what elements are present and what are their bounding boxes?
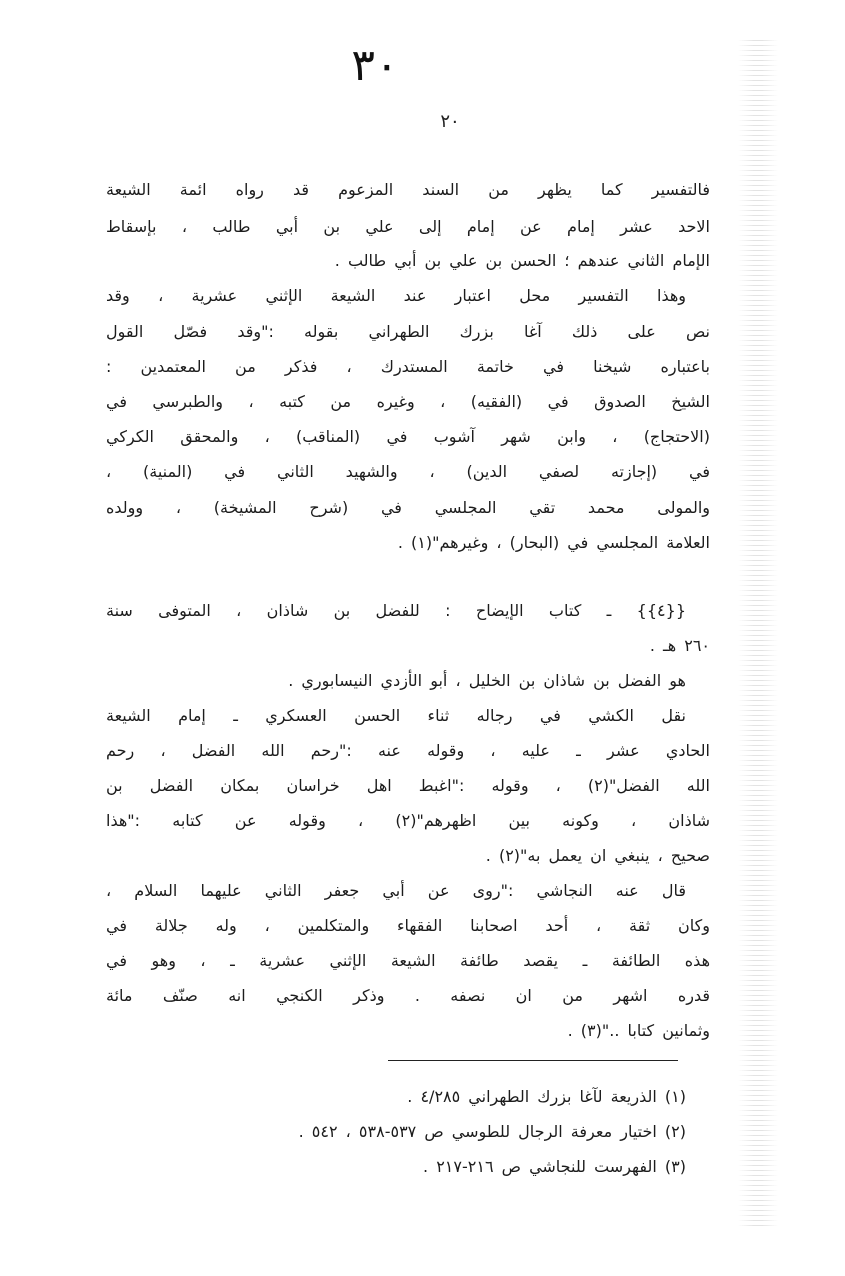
footnote: (٣) الفهرست للنجاشي ص ٢١٦-٢١٧ . — [423, 1157, 686, 1176]
body-line: هذه الطائفة ـ يقصد طائفة الشيعة الإثني عشرية ـ ، وهو في — [106, 951, 710, 970]
body-line: قال عنه النجاشي :"روى عن أبي جعفر الثاني عليهما السلام ، — [106, 881, 686, 900]
scan-margin-noise — [738, 40, 778, 1230]
body-line: صحيح ، ينبغي ان يعمل به"(٢) . — [485, 846, 710, 865]
body-line: قدره اشهر من ان نصفه . وذكر الكنجي انه صنّف مائة — [106, 986, 710, 1005]
printed-page-number: ٢٠ — [440, 111, 460, 132]
section-heading: {{٤}} ـ كتاب الإيضاح : للفضل بن شاذان ، المتوفى سنة — [106, 601, 686, 620]
body-line: الإمام الثاني عندهم ؛ الحسن بن علي بن أبي طالب . — [334, 251, 710, 270]
body-line: وهذا التفسير محل اعتبار عند الشيعة الإثني عشرية ، وقد — [106, 286, 686, 305]
body-line: شاذان ، وكونه بين اظهرهم"(٢) ، وقوله عن كتابه :"هذا — [106, 811, 710, 830]
body-line: الله الفضل"(٢) ، وقوله :"اغبط اهل خراسان بمكان الفضل بن — [106, 776, 710, 795]
body-line: الشيخ الصدوق في (الفقيه) ، وغيره من كتبه ، والطبرسي في — [106, 392, 710, 411]
body-line: ٢٦٠ هـ . — [649, 636, 710, 655]
footnote: (١) الذريعة لآغا بزرك الطهراني ٤/٢٨٥ . — [407, 1087, 686, 1106]
body-line: هو الفضل بن شاذان بن الخليل ، أبو الأزدي النيسابوري . — [288, 671, 686, 690]
body-line: وثمانين كتابا .."(٣) . — [567, 1021, 710, 1040]
handwritten-page-number: ٣٠ — [351, 40, 399, 91]
body-line: العلامة المجلسي في (البحار) ، وغيرهم"(١) . — [397, 533, 710, 552]
body-line: الحادي عشر ـ عليه ، وقوله عنه :"رحم الله الفضل ، رحم — [106, 741, 710, 760]
body-line: فالتفسير كما يظهر من السند المزعوم قد رواه ائمة الشيعة — [106, 180, 710, 199]
body-line: نص على ذلك آغا بزرك الطهراني بقوله :"وقد فصّل القول — [106, 322, 710, 341]
body-line: وكان ثقة ، أحد اصحابنا الفقهاء والمتكلمين ، وله جلالة في — [106, 916, 710, 935]
body-line: نقل الكشي في رجاله ثناء الحسن العسكري ـ إمام الشيعة — [106, 706, 686, 725]
body-line: الاحد عشر إمام عن إمام إلى علي بن أبي طالب ، بإسقاط — [106, 217, 710, 236]
body-line: في (إجازته لصفي الدين) ، والشهيد الثاني في (المنية) ، — [106, 462, 710, 481]
body-line: والمولى محمد تقي المجلسي في (شرح المشيخة) ، وولده — [106, 498, 710, 517]
body-line: (الاحتجاج) ، وابن شهر آشوب في (المناقب) ، والمحقق الكركي — [106, 427, 710, 446]
footnote-divider — [388, 1060, 678, 1061]
footnote: (٢) اختيار معرفة الرجال للطوسي ص ٥٣٧-٥٣٨ ، ٥٤٢ . — [298, 1122, 686, 1141]
body-line: باعتباره شيخنا في خاتمة المستدرك ، فذكر من المعتمدين : — [106, 357, 710, 376]
